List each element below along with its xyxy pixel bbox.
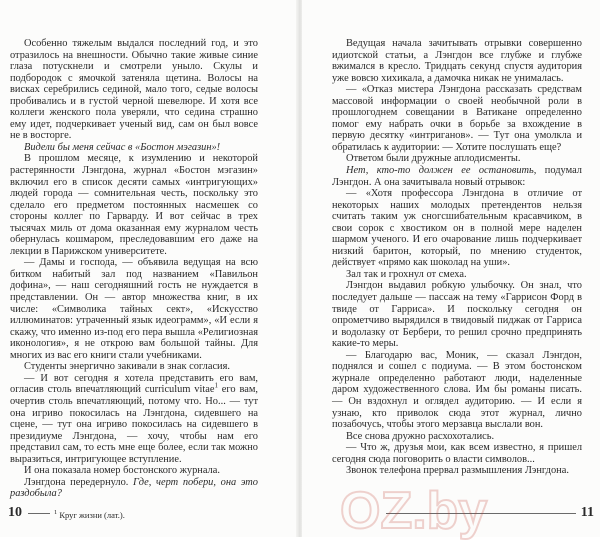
- text-run: Лэнгдона передернуло.: [24, 476, 134, 488]
- left-paragraph: [10, 477, 258, 500]
- right-page-text: [332, 38, 582, 477]
- watermark-text: OZ.by: [340, 482, 488, 540]
- footnote-rule: [28, 513, 50, 514]
- left-paragraph: В прошлом месяце, к изумлению и некоторой растерянности Лэнгдона, журнал «Бостон мэгазин» включил его в список десяти самых «интригующих» людей города — сомнительная честь, поскольку это сделало его предметом постоянных насмешек со стороны коллег по Гарварду. И вот сейчас в трех тысячах миль от дома оказанная ему журналом честь обернулась кошмаром, преследовавшим его даже на лекции в Парижском университете.: [10, 153, 258, 257]
- text-run: его вам, очертив столь впечатляющий, потому что. Но... — тут она игриво покосилась на Лэнгдона, сидевшего на сцене, — тут она игриво покосилась на сидевшего в президиуме Лэнгдона, — хочу, чтобы нам его представил сам, то есть мне еще более, если так можно выразиться, интригующее вступление.: [10, 384, 258, 465]
- left-paragraph: Особенно тяжелым выдался последний год, и это отразилось на внешности. Обычно такие живые синие глаза потускнели и смотрели уныло. Скулы и подбородок с ямочкой затеняла щетина. Волосы на висках серебрились сединой, мало того, седые волосы пробивались и в густой черной шевелюре. И хотя все коллеги женского пола уверяли, что седина страшно ему идет, подчеркивает ученый вид, сам он был вовсе не в восторге.: [10, 38, 258, 142]
- left-paragraph: Студенты энергично закивали в знак согласия.: [24, 361, 230, 373]
- italic-run: Нет, кто-то должен ее остановить,: [346, 165, 537, 177]
- left-paragraph: И она показала номер бостонского журнала.: [24, 465, 220, 477]
- page-number: 11: [580, 505, 594, 520]
- footnote-ref: 1: [214, 381, 218, 390]
- right-page: [302, 0, 600, 537]
- right-paragraph: Все снова дружно расхохотались.: [346, 430, 495, 442]
- footnote-mark: 1: [54, 509, 58, 516]
- footnote: [54, 505, 125, 523]
- right-paragraph: Ведущая начала зачитывать отрывки совершенно идиотской статьи, а Лэнгдон все глубже и глубже вжимался в кресло. Тридцать секунд спустя аудитория уже вовсю хихикала, а дамочка никак не унималась.: [332, 38, 582, 84]
- right-page-footer: [332, 505, 594, 521]
- left-page-footer: [8, 505, 258, 521]
- right-paragraph: — Что ж, друзья мои, как всем известно, я пришел сегодня сюда поговорить о власти символов...: [332, 442, 582, 465]
- text-run: подумал Лэнгдон. А она зачитывала новый отрывок:: [332, 165, 582, 188]
- right-paragraph: Звонок телефона прервал размышления Лэнгдона.: [346, 465, 569, 477]
- page-number: 10: [8, 505, 22, 520]
- right-paragraph: — Благодарю вас, Моник, — сказал Лэнгдон, поднялся и сошел с подиума. — В этом бостонском журнале определенно работают люди, наделенные даром художественного слова. Им бы романы писать. — Он вздохнул и оглядел аудиторию. — И если я узнаю, кто приволок сюда этот журнал, лично позабочусь, чтобы этого мерзавца выслали вон.: [332, 349, 582, 431]
- left-paragraph: [10, 373, 258, 465]
- right-paragraph: — «Отказ мистера Лэнгдона рассказать средствам массовой информации о своей необычной роли в прошлогоднем совещании в Ватикане определенно помог ему набрать очки в борьбе за вхождение в первую десятку «интриганов». — Тут она умолкла и обратилась к аудитории: — Хотите послушать еще?: [332, 84, 582, 153]
- left-page-text: [10, 38, 258, 500]
- right-paragraph: Ответом были дружные аплодисменты.: [346, 153, 521, 165]
- right-paragraph: — «Хотя профессора Лэнгдона в отличие от некоторых наших молодых претендентов нельзя считать таким уж сногсшибательным красавчиком, в свои сорок с хвостиком он в полной мере наделен шармом ученого. И его очарование лишь подчеркивает низкий баритон, который, по мнению студенток, действует «прямо как шоколад на уши».: [332, 188, 582, 269]
- italic-run: Где, черт побери, она это раздобыла?: [10, 476, 258, 500]
- footnote-text: Круг жизни (лат.).: [59, 509, 125, 520]
- right-paragraph: [332, 165, 582, 188]
- left-page: [0, 0, 298, 537]
- text-run: — И вот сегодня я хотела представить его вам, огласив столь впечатляющий curriculum vitae: [10, 372, 258, 396]
- right-paragraph: Лэнгдон выдавил робкую улыбочку. Он знал, что последует дальше — пассаж на тему «Гаррисон Форд в твиде от Гарриса». И поскольку сегодня он опрометчиво вырядился в твидовый пиджак от Гарриса и водолазку от Бербери, то решил срочно предпринять какие-то меры.: [332, 280, 582, 350]
- italic-line: Видели бы меня сейчас в «Бостон мэгазин»!: [24, 141, 221, 153]
- right-paragraph: Зал так и грохнул от смеха.: [346, 268, 467, 280]
- footer-rule: [386, 513, 576, 514]
- left-paragraph: — Дамы и господа, — объявила ведущая на всю битком набитый зал под названием «Павильон дофина», — наш сегодняшний гость не нуждается в представлении. Он — автор множества книг, в их числе: «Символика тайных сект», «Искусство иллюминатов: утраченный язык идеограмм», «И если я скажу, что именно из-под его пера вышла «Религиозная иконология», я не открою вам большой тайны. Для многих из вас его книги стали учебниками.: [10, 257, 258, 361]
- left-paragraph: [10, 142, 258, 154]
